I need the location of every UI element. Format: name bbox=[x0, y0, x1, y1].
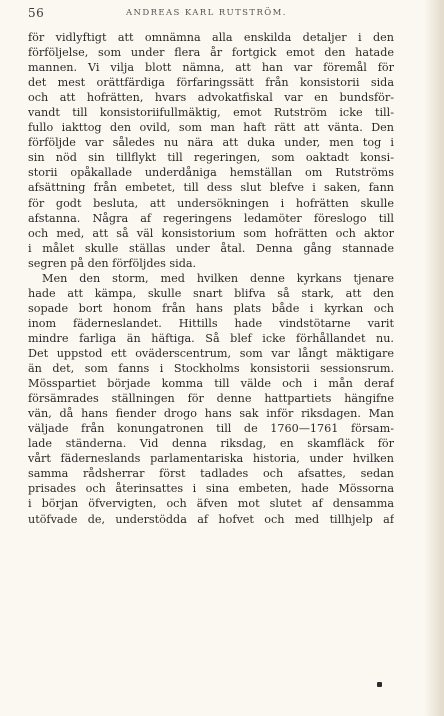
text-line: afsättning från embetet, till dess slut blefve i saken, fann bbox=[28, 181, 394, 195]
text-line: i början öfvervigten, och äfven mot slutet af densamma bbox=[28, 497, 394, 511]
text-line: Mösspartiet började komma till välde och i mån deraf bbox=[28, 377, 394, 391]
text-line: utöfvade de, understödda af hofvet och med tillhjelp af bbox=[28, 512, 394, 526]
text-line: Det uppstod ett oväderscentrum, som var långt mäktigare bbox=[28, 346, 394, 360]
printer-mark bbox=[377, 682, 382, 687]
text-line: hade att kämpa, skulle snart blifva så stark, att den bbox=[28, 286, 394, 300]
text-line: sin nöd sin tillflykt till regeringen, som oaktadt konsi- bbox=[28, 151, 394, 165]
running-head: ANDREAS KARL RUTSTRÖM. bbox=[126, 8, 287, 18]
text-line: förföljelse, som under flera år fortgick emot den hatade bbox=[28, 46, 394, 60]
body-text bbox=[28, 30, 394, 527]
text-line: lade ständerna. Vid denna riksdag, en skamfläck för bbox=[28, 437, 394, 451]
page-number: 56 bbox=[28, 6, 45, 20]
text-line: för godt besluta, att undersökningen i hofrätten skulle bbox=[28, 196, 394, 210]
text-line: prisades och återinsattes i sina embeten, hade Mössorna bbox=[28, 482, 394, 496]
text-line: försämrades ställningen för denne hattpartiets hängifne bbox=[28, 392, 394, 406]
text-line: mindre farliga än häftiga. Så blef icke förhållandet nu. bbox=[28, 331, 394, 345]
text-line: vandt till konsistoriifullmäktig, emot Rutström icke till- bbox=[28, 106, 394, 120]
text-line: fullo iakttog den ovild, som man haft rätt att vänta. Den bbox=[28, 121, 394, 135]
paragraph-end-line: segren på den förföljdes sida. bbox=[28, 256, 197, 270]
page-header bbox=[28, 6, 398, 24]
text-line: afstanna. Några af regeringens ledamöter föreslogo till bbox=[28, 211, 394, 225]
text-line: vårt fäderneslands parlamentariska historia, under hvilken bbox=[28, 452, 394, 466]
text-line: det mest orättfärdiga förfaringssätt från konsistorii sida bbox=[28, 76, 394, 90]
text-line: väljade från konungatronen till de 1760—1761 försam- bbox=[28, 422, 394, 436]
text-line: i målet skulle ställas under åtal. Denna gång stannade bbox=[28, 241, 394, 255]
text-line: vän, då hans fiender drogo hans sak inför riksdagen. Man bbox=[28, 407, 394, 421]
text-line: förföljde var således nu nära att duka under, men tog i bbox=[28, 136, 394, 150]
text-line: storii opåkallade underdåniga hemställan om Rutströms bbox=[28, 166, 394, 180]
text-line: mannen. Vi vilja blott nämna, att han var föremål för bbox=[28, 61, 394, 75]
text-line: och att hofrätten, hvars advokatfiskal var en bundsför- bbox=[28, 91, 394, 105]
paragraph-start-line: Men den storm, med hvilken denne kyrkans tjenare bbox=[42, 271, 394, 285]
text-line: och med, att så väl konsistorium som hofrätten och aktor bbox=[28, 226, 394, 240]
page-edge-shadow bbox=[424, 0, 444, 716]
text-line: inom fäderneslandet. Hittills hade vindstötarne varit bbox=[28, 316, 394, 330]
text-line: samma rådsherrar först tadlades och afsattes, sedan bbox=[28, 467, 394, 481]
text-line: för vidlyftigt att omnämna alla enskilda detaljer i den bbox=[28, 31, 394, 44]
text-line: sopade bort honom från hans plats både i kyrkan och bbox=[28, 301, 394, 315]
text-line: än det, som fanns i Stockholms konsistorii sessionsrum. bbox=[28, 362, 394, 376]
